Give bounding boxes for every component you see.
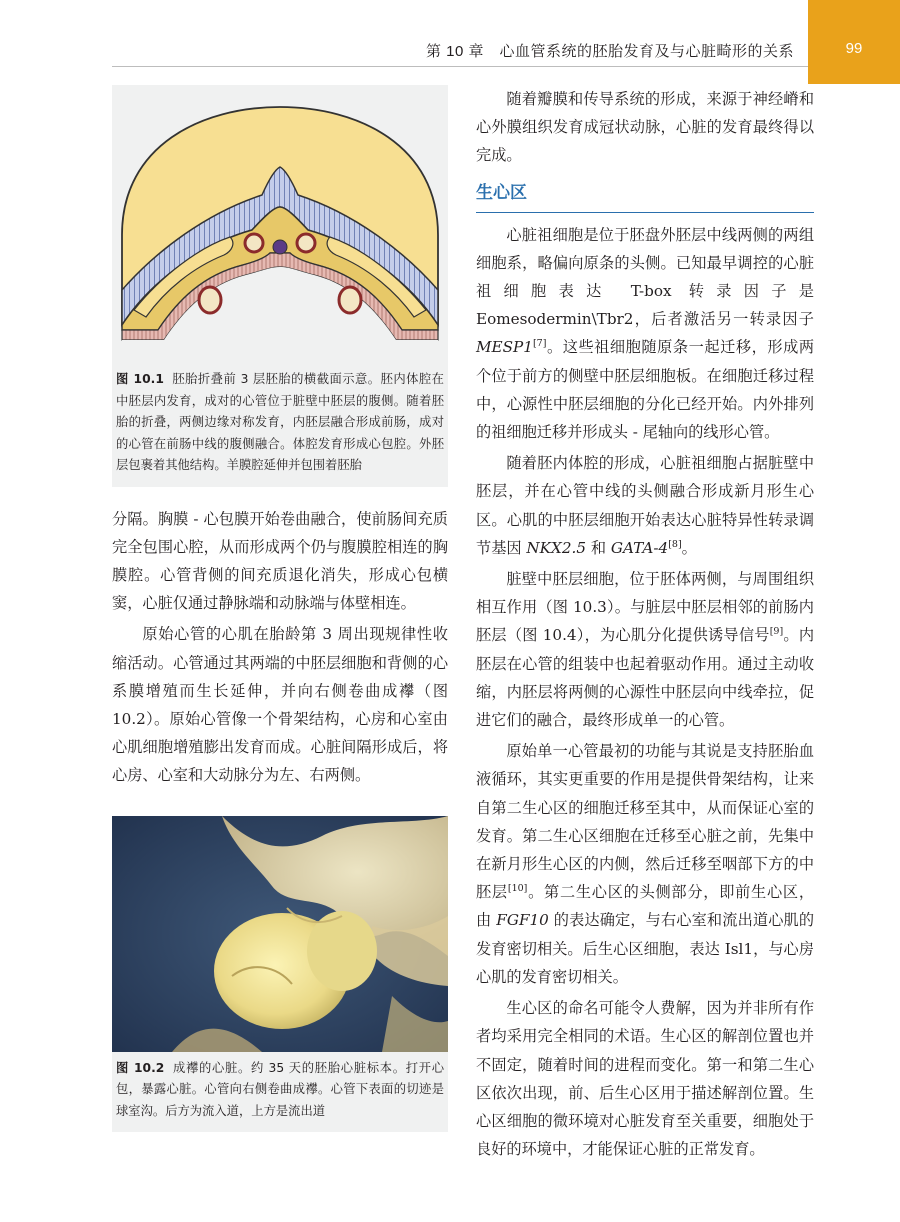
gene-name: NKX2.5 — [526, 538, 586, 557]
caption-text: 成襻的心脏。约 35 天的胚胎心脏标本。打开心包，暴露心脏。心管向右侧卷曲成襻。心管下表面的切迹是球室沟。后方为流入道，上方是流出道 — [116, 1060, 444, 1118]
figure-10-1-caption — [112, 363, 448, 477]
running-head: 第 10 章 心血管系统的胚胎发育及与心脏畸形的关系 — [425, 43, 794, 60]
paragraph: 分隔。胸膜 - 心包膜开始卷曲融合，使前肠间充质完全包围心腔，从而形成两个仍与腹膜腔相连的胸膜腔。心管背侧的间充质退化消失，形成心包横窦，心脏仅通过静脉端和动脉端与体壁相连。 — [112, 509, 448, 613]
left-heart-tube — [199, 287, 221, 313]
figure-label: 图 10.2 — [116, 1060, 165, 1075]
heart-specimen-photo — [112, 816, 448, 1052]
paragraph — [476, 221, 814, 447]
figure-10-1 — [112, 85, 448, 487]
paragraph: 原始心管的心肌在胎龄第 3 周出现规律性收缩活动。心管通过其两端的中胚层细胞和背侧的心系膜增殖而生长延伸，并向右侧卷曲成襻（图 10.2）。原始心管像一个骨架结构，心房和心室由心肌细胞增殖膨出发育而成。心脏间隔形成后，将心房、心室和大动脉分为左、右两侧。 — [112, 625, 448, 785]
paragraph: 生心区的命名可能令人费解，因为并非所有作者均采用完全相同的术语。生心区的解剖位置也并不固定，随着时间的进程而变化。第一和第二生心区依次出现，前、后生心区用于描述解剖位置。生心区细胞的微环境对心脏发育至关重要，细胞处于良好的环境中，才能保证心脏的正常发育。 — [476, 999, 814, 1159]
text-span: 和 — [586, 538, 611, 557]
left-body-text — [112, 505, 448, 790]
notochord — [273, 240, 287, 254]
right-dorsal-aorta — [297, 234, 315, 252]
paragraph — [476, 737, 814, 991]
page-number: 99 — [845, 40, 863, 57]
text-span: 。这些祖细胞随原条一起迁移，形成两个位于前方的侧壁中胚层细胞板。在细胞迁移过程中，心源性中胚层细胞的分化已经开始。内外排列的祖细胞迁移并形成头 - 尾轴向的线形心管。 — [476, 338, 814, 442]
paragraph: 随着瓣膜和传导系统的形成，来源于神经嵴和心外膜组织发育成冠状动脉，心脏的发育最终得以完成。 — [476, 90, 814, 165]
figure-10-2-caption — [112, 1052, 448, 1123]
paragraph — [476, 449, 814, 562]
text-span: 。第二生心区的头侧部分，即前生心区，由 — [476, 883, 815, 930]
left-dorsal-aorta — [245, 234, 263, 252]
citation: [10] — [507, 883, 528, 895]
text-span: 。 — [681, 538, 697, 557]
right-column — [476, 85, 814, 1163]
caption-text: 胚胎折叠前 3 层胚胎的横截面示意。胚内体腔在中胚层内发育，成对的心管位于脏壁中胚层的腹侧。随着胚胎的折叠，两侧边缘对称发育，内胚层融合形成前肠，成对的心管在前肠中线的腹侧融合。体腔发育形成心包腔。外胚层包裹着其他结构。羊膜腔延伸并包围着胚胎 — [116, 372, 444, 472]
header-rule — [112, 66, 808, 67]
right-heart-tube — [339, 287, 361, 313]
embryo-cross-section-diagram — [112, 85, 448, 363]
gene-name: GATA-4 — [610, 538, 669, 557]
gene-name: FGF10 — [496, 911, 549, 930]
text-span: 原始单一心管最初的功能与其说是支持胚胎血液循环，其实更重要的作用是提供骨架结构，让来自第二生心区的细胞迁移至其中，从而保证心室的发育。第二生心区细胞在迁移至心脏之前，先集中在新月形生心区的内侧，然后迁移至咽部下方的中胚层 — [476, 742, 814, 902]
text-span: 的表达确定，与右心室和流出道心肌的发育密切相关。后生心区细胞，表达 Isl1，与心房心肌的发育密切相关。 — [476, 911, 815, 986]
figure-10-2 — [112, 816, 448, 1133]
section-heading: 生心区 — [476, 180, 814, 213]
paragraph — [476, 565, 814, 734]
figure-label: 图 10.1 — [116, 372, 164, 386]
citation: [9] — [769, 626, 784, 638]
citation: [8] — [668, 538, 682, 550]
text-span: 随着胚内体腔的形成，心脏祖细胞占据脏壁中胚层，并在心管中线的头侧融合形成新月形生心区。心肌的中胚层细胞开始表达心脏特异性转录调节基因 — [476, 454, 814, 557]
text-span: 。内胚层在心管的组装中也起着驱动作用。通过主动收缩，内胚层将两侧的心源性中胚层向中线牵拉，促进它们的融合，最终形成单一的心管。 — [476, 626, 814, 730]
citation: [7] — [532, 338, 547, 350]
gene-name: MESP1 — [476, 338, 533, 357]
text-span: 心脏祖细胞是位于胚盘外胚层中线两侧的两组细胞系，略偏向原条的头侧。已知最早调控的心脏祖细胞表达 T-box 转录因子是 Eomesodermin\Tbr2，后者激活另一转录因子 — [476, 225, 814, 329]
text-span: 脏壁中胚层细胞，位于胚体两侧，与周围组织相互作用（图 10.3）。与脏层中胚层相邻的前肠内胚层（图 10.4），为心肌分化提供诱导信号 — [476, 570, 814, 645]
left-column — [112, 85, 448, 1132]
